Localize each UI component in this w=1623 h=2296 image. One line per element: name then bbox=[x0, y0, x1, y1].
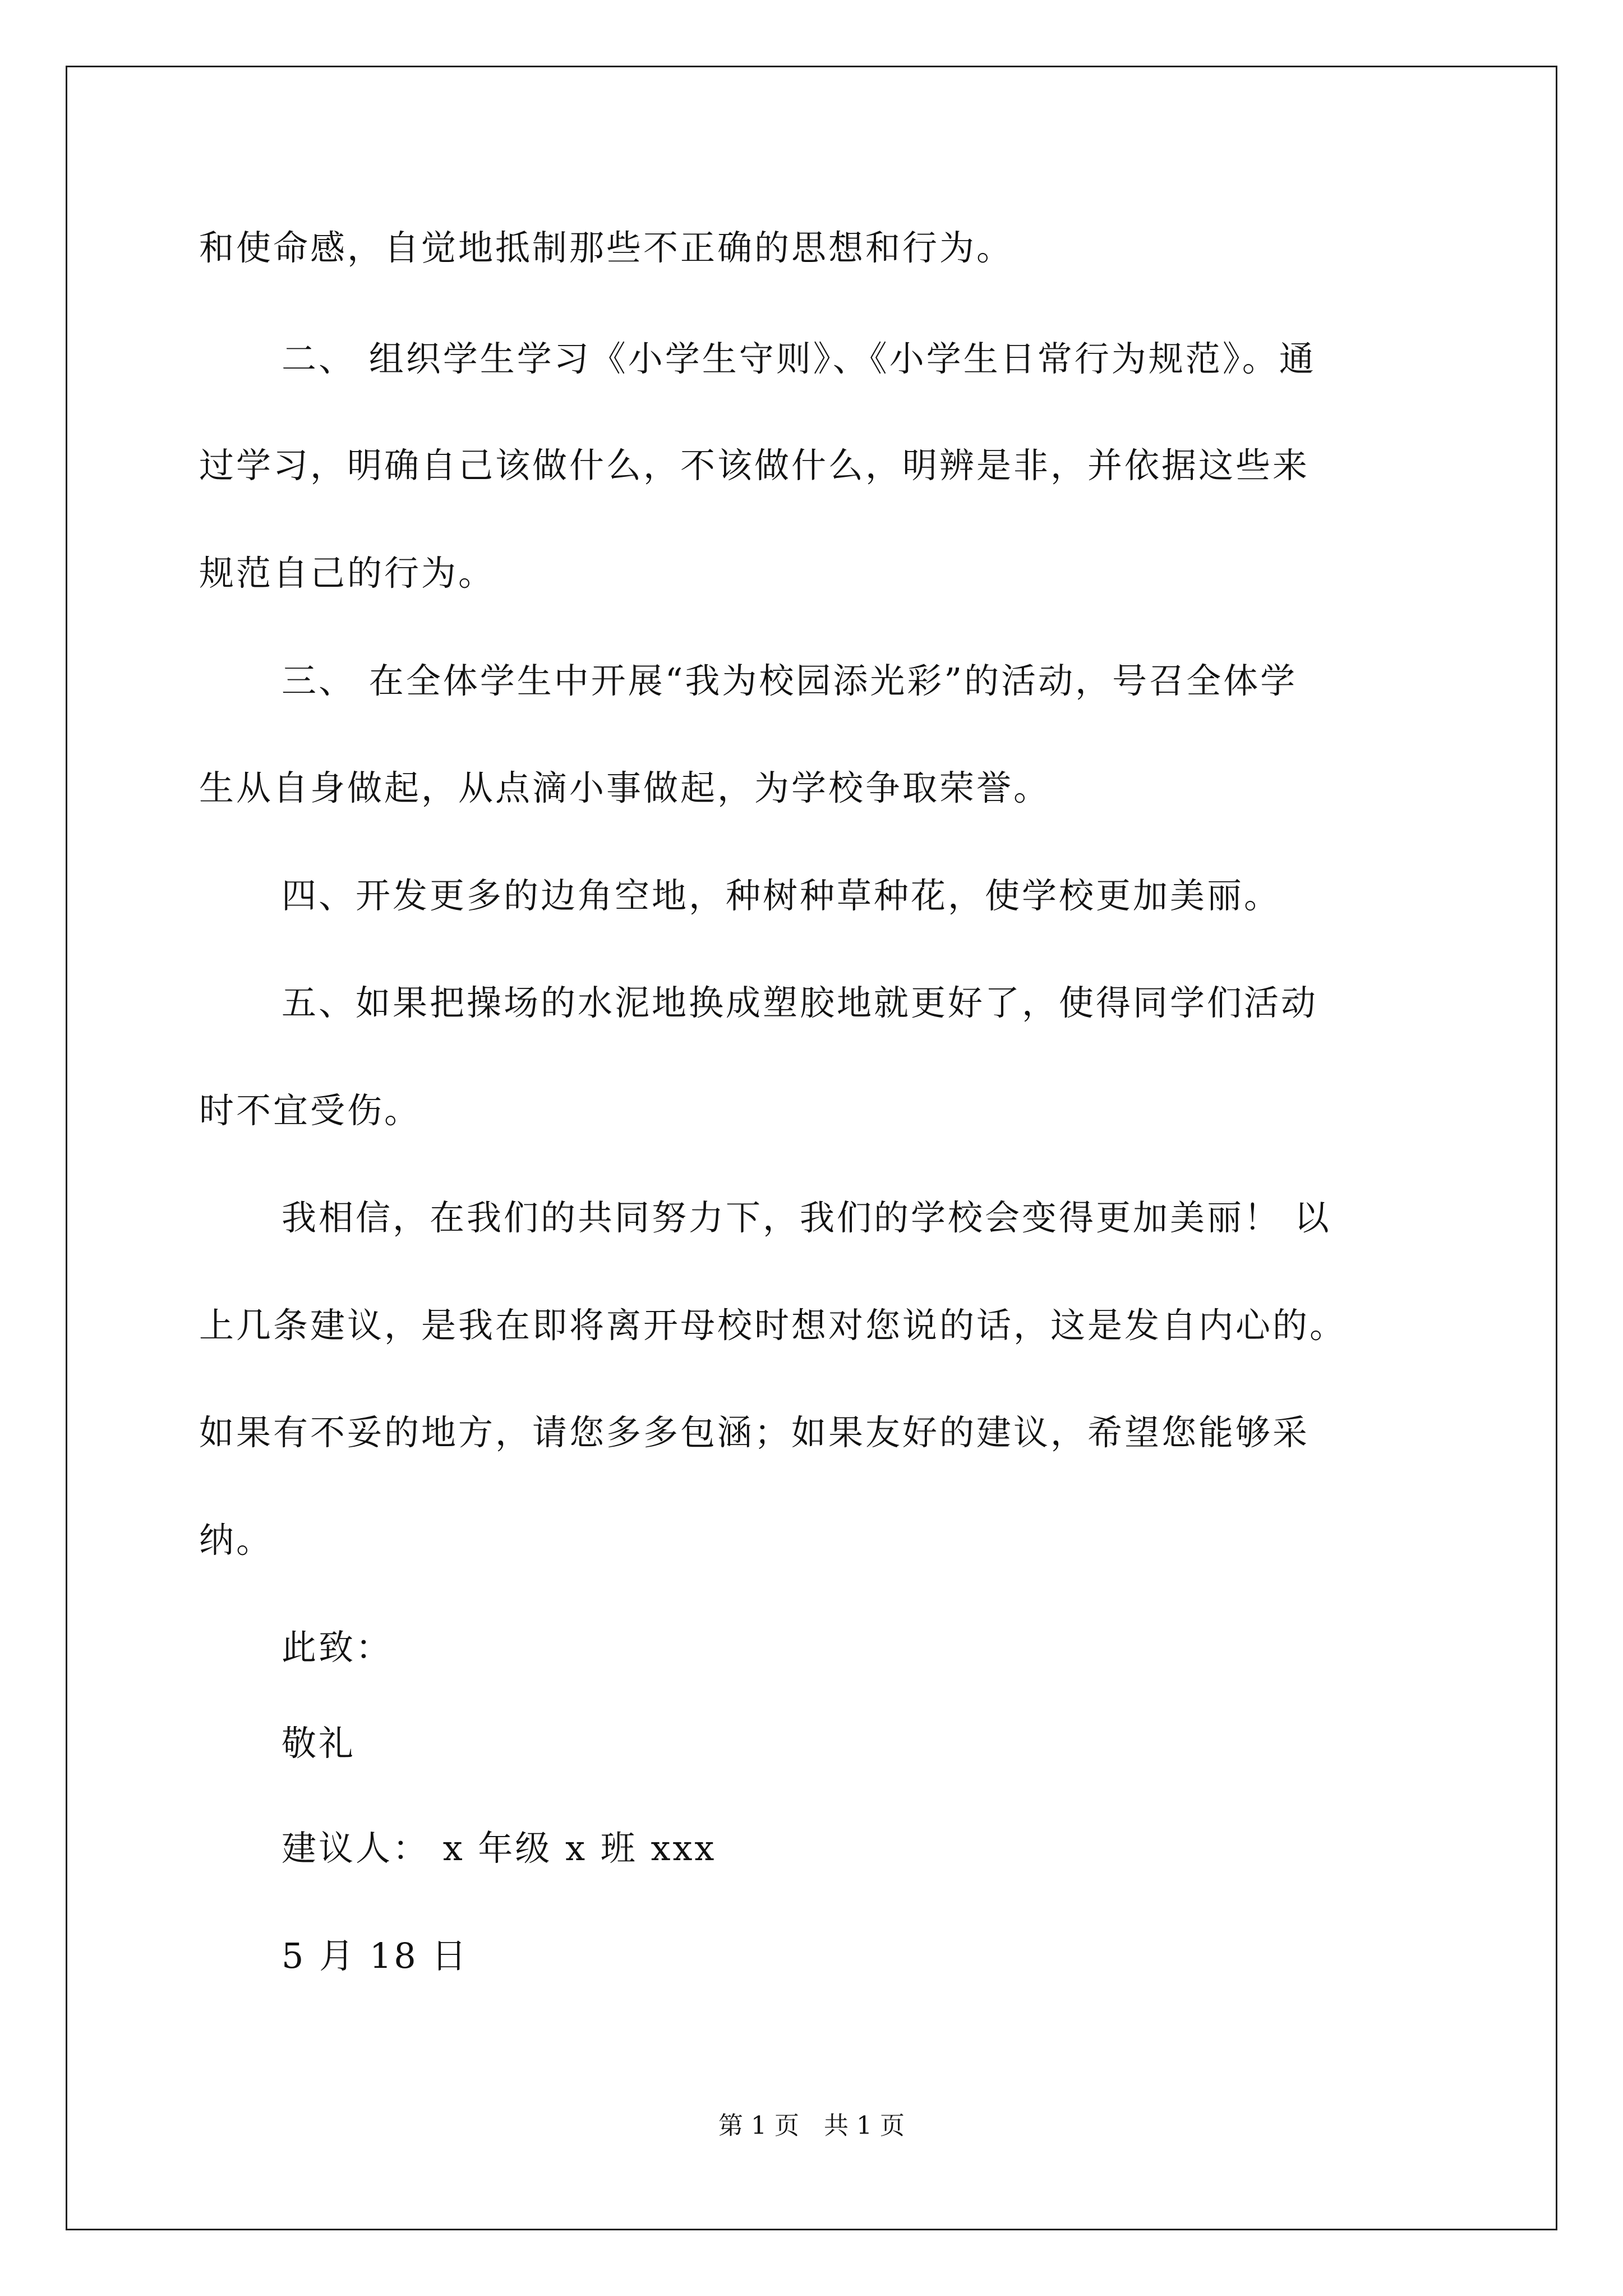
body-line-13: 纳。 bbox=[199, 1520, 274, 1561]
closing-salutation: 此致： bbox=[282, 1627, 393, 1668]
body-line-10: 我相信，在我们的共同努力下，我们的学校会变得更加美丽！ 以 bbox=[282, 1197, 1331, 1238]
body-line-8: 五、如果把操场的水泥地换成塑胶地就更好了，使得同学们活动 bbox=[282, 982, 1318, 1023]
body-line-2: 二、 组织学生学习《小学生守则》、《小学生日常行为规范》。通 bbox=[282, 338, 1316, 379]
closing-regards: 敬礼 bbox=[282, 1723, 356, 1764]
body-line-3: 过学习，明确自己该做什么，不该做什么，明辨是非，并依据这些来 bbox=[199, 445, 1310, 486]
body-line-11: 上几条建议，是我在即将离开母校时想对您说的话，这是发自内心的。 bbox=[199, 1305, 1347, 1346]
date-line: 5 月 18 日 bbox=[282, 1935, 469, 1976]
body-line-4: 规范自己的行为。 bbox=[199, 553, 496, 593]
body-line-9: 时不宜受伤。 bbox=[199, 1090, 422, 1131]
body-line-6: 生从自身做起，从点滴小事做起，为学校争取荣誉。 bbox=[199, 767, 1051, 808]
page-footer: 第 1 页 共 1 页 bbox=[718, 2111, 905, 2140]
body-line-1: 和使命感，自觉地抵制那些不正确的思想和行为。 bbox=[199, 227, 1014, 268]
signature-line: 建议人： x 年级 x 班 xxx bbox=[282, 1828, 717, 1869]
body-line-5: 三、 在全体学生中开展“我为校园添光彩”的活动，号召全体学 bbox=[282, 660, 1298, 701]
body-line-7: 四、开发更多的边角空地，种树种草种花，使学校更加美丽。 bbox=[282, 875, 1281, 916]
body-line-12: 如果有不妥的地方，请您多多包涵；如果友好的建议，希望您能够采 bbox=[199, 1412, 1310, 1453]
page-border bbox=[66, 66, 1557, 2230]
